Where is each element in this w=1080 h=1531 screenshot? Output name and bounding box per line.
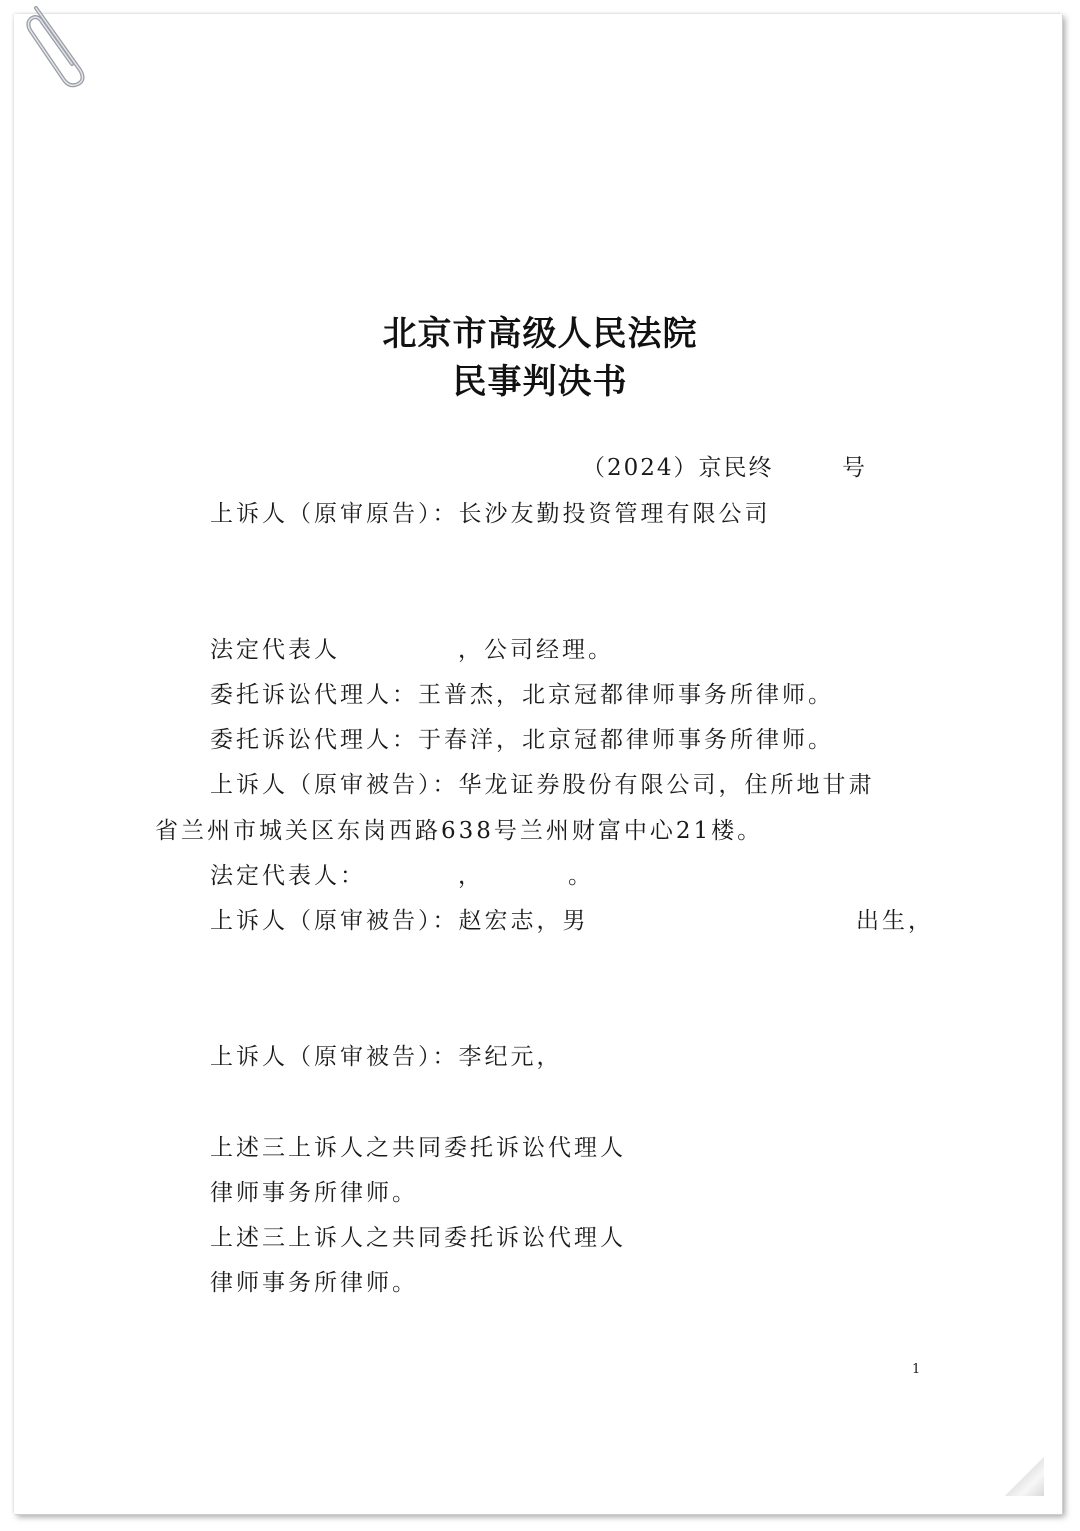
joint-agent-2-firm: 律师事务所律师。 — [210, 1270, 418, 1296]
legal-rep-2-comma: ， — [458, 863, 484, 889]
appellant-3: 上诉人（原审被告）：赵宏志，男 — [210, 908, 589, 934]
appellant-2-line-2: 省兰州市城关区东岗西路638号兰州财富中心21楼。 — [155, 818, 764, 844]
joint-agent-2: 上述三上诉人之共同委托诉讼代理人 — [210, 1225, 626, 1251]
legal-rep-2: 法定代表人： — [210, 863, 366, 889]
page-curl — [1004, 1456, 1044, 1496]
legal-rep-1-role: ，公司经理。 — [458, 637, 614, 663]
agent-1: 委托诉讼代理人：王普杰，北京冠都律师事务所律师。 — [210, 682, 834, 708]
joint-agent-1-firm: 律师事务所律师。 — [210, 1180, 418, 1206]
appellant-1: 上诉人（原审原告）：长沙友勤投资管理有限公司 — [210, 501, 771, 527]
document-type: 民事判决书 — [452, 362, 628, 402]
legal-rep-2-period: 。 — [568, 863, 594, 889]
legal-rep-1: 法定代表人 — [210, 637, 340, 663]
case-number: （2024）京民终 — [582, 455, 774, 481]
case-number-suffix: 号 — [842, 455, 868, 481]
page-number: 1 — [912, 1362, 921, 1377]
appellant-2-line-1: 上诉人（原审被告）：华龙证券股份有限公司，住所地甘肃 — [210, 772, 875, 798]
document-page — [14, 14, 1062, 1514]
agent-2: 委托诉讼代理人：于春洋，北京冠都律师事务所律师。 — [210, 727, 834, 753]
court-name: 北京市高级人民法院 — [382, 314, 698, 354]
appellant-3-birth: 出生， — [856, 908, 934, 934]
paperclip-icon — [22, 0, 92, 90]
joint-agent-1: 上述三上诉人之共同委托诉讼代理人 — [210, 1135, 626, 1161]
appellant-4: 上诉人（原审被告）：李纪元， — [210, 1044, 563, 1070]
